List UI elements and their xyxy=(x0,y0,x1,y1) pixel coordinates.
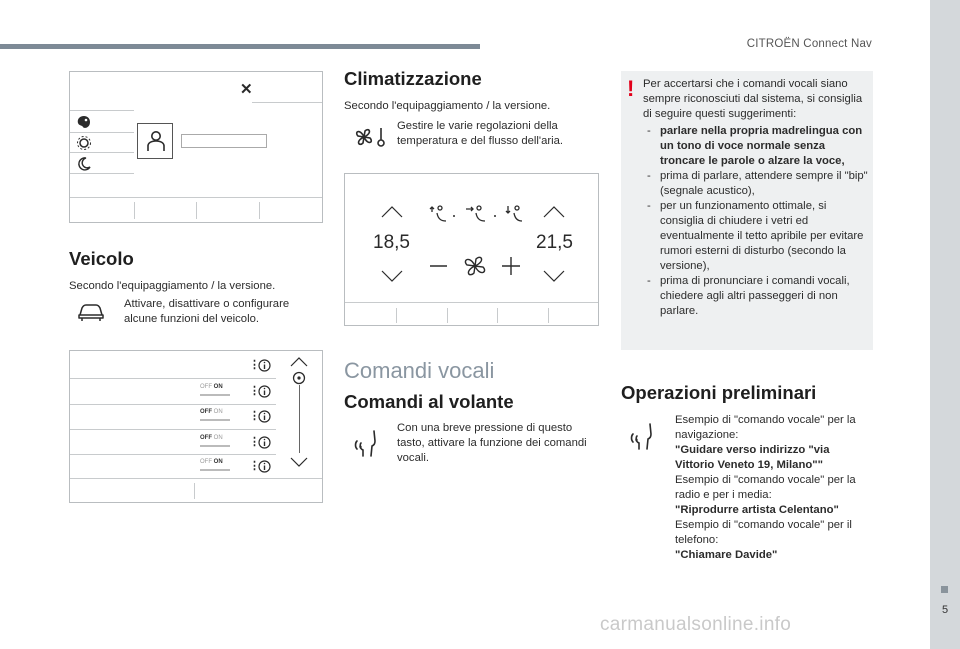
user-profile-icon xyxy=(146,130,166,152)
chevron-up-icon xyxy=(381,206,403,218)
palette-icon xyxy=(76,114,92,130)
chevron-up-icon xyxy=(543,206,565,218)
comandi-subtitle: Comandi al volante xyxy=(344,391,514,412)
chevron-down-icon xyxy=(290,457,308,467)
voice-command-icon xyxy=(352,428,382,458)
operazioni-title: Operazioni preliminari xyxy=(621,382,817,403)
brightness-settings-icon xyxy=(76,135,92,151)
profile-name-field xyxy=(181,134,267,148)
more-icon: ⋮ xyxy=(249,359,260,371)
info-icon xyxy=(258,460,271,473)
chevron-up-icon xyxy=(290,357,308,367)
car-icon xyxy=(77,302,105,322)
clima-intro: Secondo l'equipaggiamento / la versione. xyxy=(344,100,551,112)
info-icon xyxy=(258,410,271,423)
tip-item: - prima di parlare, attendere sempre il "bip" (segnale acustico), xyxy=(647,170,868,197)
more-icon: ⋮ xyxy=(249,460,260,472)
example-radio-command: "Riprodurre artista Celentano" xyxy=(675,504,839,516)
moon-icon xyxy=(76,156,92,172)
tips-intro: Per accertarsi che i comandi vocali siano sempre riconosciuti dal sistema, si consiglia di seguire questi suggerimenti: xyxy=(643,78,863,120)
climate-screen-illustration xyxy=(344,173,599,326)
header-bar xyxy=(0,44,480,49)
page-marker xyxy=(941,586,948,593)
vehicle-functions-screen-illustration xyxy=(69,350,323,503)
chevron-down-icon xyxy=(381,270,403,282)
close-icon: ✕ xyxy=(240,81,253,98)
toggle-row-3: OFF ON xyxy=(200,409,223,415)
clima-title: Climatizzazione xyxy=(344,68,482,89)
veicolo-title: Veicolo xyxy=(69,248,134,269)
toggle-row-4: OFF ON xyxy=(200,435,223,441)
tip-item: - parlare nella propria madrelingua con un tono di voce normale senza troncare le parole o alzare la voce, xyxy=(647,125,863,167)
voice-command-icon xyxy=(628,421,658,451)
page-number: 5 xyxy=(941,604,949,616)
info-icon xyxy=(258,385,271,398)
fan-temperature-icon xyxy=(352,124,388,150)
more-icon: ⋮ xyxy=(249,385,260,397)
watermark: carmanualsonline.info xyxy=(600,614,792,635)
tips-list xyxy=(643,124,869,319)
header-title: CITROËN Connect Nav xyxy=(746,38,872,50)
settings-screen-illustration xyxy=(69,71,323,223)
comandi-title: Comandi vocali xyxy=(344,358,495,383)
toggle-row-5: OFF ON xyxy=(200,459,223,465)
operazioni-examples xyxy=(675,413,870,563)
tip-item: - prima di pronunciare i comandi vocali, chiedere agli altri passeggeri di non parlare. xyxy=(647,275,850,317)
comandi-desc: Con una breve pressione di questo tasto, attivare la funzione dei comandi vocali. xyxy=(397,422,587,464)
info-icon xyxy=(258,436,271,449)
more-icon: ⋮ xyxy=(249,436,260,448)
example-phone-intro: Esempio di "comando vocale" per il telefono: xyxy=(675,519,852,546)
example-phone-command: "Chiamare Davide" xyxy=(675,549,778,561)
temperature-right: 21,5 xyxy=(536,232,573,253)
tip-item: - per un funzionamento ottimale, si consiglia di chiudere i vetri ed eventualmente il tetto apribile per evitare rumori esterni di disturbo (secondo la versione), xyxy=(647,200,864,272)
veicolo-desc: Attivare, disattivare o configurare alcune funzioni del veicolo. xyxy=(124,298,290,325)
chevron-down-icon xyxy=(543,270,565,282)
info-icon xyxy=(258,359,271,372)
example-nav-intro: Esempio di "comando vocale" per la navigazione: xyxy=(675,414,856,441)
veicolo-intro: Secondo l'equipaggiamento / la versione. xyxy=(69,280,276,292)
toggle-row-2: OFF ON xyxy=(200,384,223,390)
fan-speed-controls xyxy=(429,252,521,280)
tips-note-box xyxy=(621,71,873,350)
profile-tile xyxy=(137,123,173,159)
example-radio-intro: Esempio di "comando vocale" per la radio e per i media: xyxy=(675,474,856,501)
example-nav-command: "Guidare verso indirizzo "via Vittorio Veneto 19, Milano"" xyxy=(675,444,830,471)
side-strip xyxy=(930,0,960,649)
scroll-position-icon xyxy=(292,371,306,385)
temperature-left: 18,5 xyxy=(373,232,410,253)
clima-desc: Gestire le varie regolazioni della temperatura e del flusso dell'aria. xyxy=(397,120,564,147)
more-icon: ⋮ xyxy=(249,410,260,422)
air-distribution-icons xyxy=(429,204,523,224)
warning-icon: ! xyxy=(627,76,635,101)
